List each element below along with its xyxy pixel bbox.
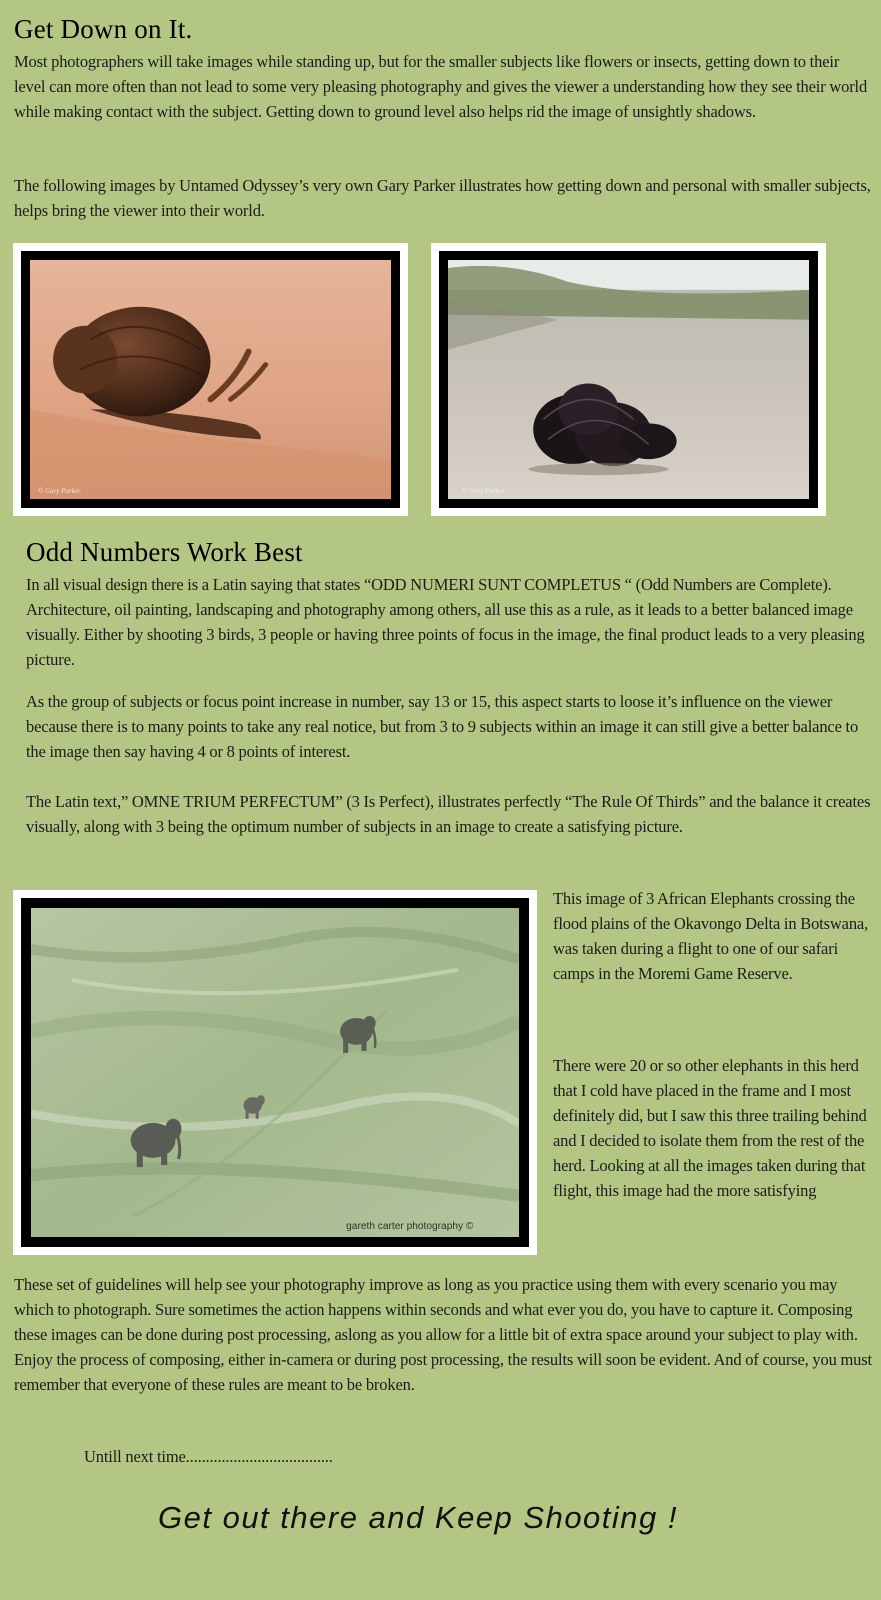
- odd-numbers-paragraph-3: The Latin text,” OMNE TRIUM PERFECTUM” (3 Is Perfect), illustrates perfectly “The Rule Of Thirds” and the balance it creates visually, along with 3 being the optimum number of subjects in an image to create a satisfying picture.: [26, 792, 871, 836]
- odd-numbers-paragraph-2: As the group of subjects or focus point increase in number, say 13 or 15, this aspect starts to loose it’s influence on the viewer because there is to many points to take any real notice, but from 3 to 9 subjects within an image it can still give a better balance to the image then say having 4 or 8 points of interest.: [26, 692, 859, 761]
- elephants-caption-1: This image of 3 African Elephants crossing the flood plains of the Okavongo Delta in Botswana, was taken during a flight to one of our safari camps in the Moremi Game Reserve.: [553, 889, 869, 983]
- odd-numbers-paragraph-1: In all visual design there is a Latin saying that states “ODD NUMERI SUNT COMPLETUS “ (Odd Numbers are Complete). Architecture, oil painting, landscaping and photography among others, all use this as a rule, as it leads to a better balanced image visually. Either by shooting 3 birds, 3 people or having three points of focus in the image, the final product leads to a very pleasing picture.: [26, 575, 865, 669]
- snail-image: [30, 260, 391, 499]
- elephants-caption-2: There were 20 or so other elephants in this herd that I cold have placed in the frame and I most definitely did, but I saw this three trailing behind and I decided to isolate them from the rest of the herd. Looking at all the images taken during that flight, this image had the more satisfying: [553, 1056, 867, 1200]
- untill-next-time: Untill next time.....................................: [84, 1447, 333, 1466]
- closing-paragraph: These set of guidelines will help see your photography improve as long as you practice using them with every scenario you may which to photograph. Sure sometimes the action happens within seconds and what ever you do, you have to capture it. Composing these images can be done during post processing, aslong as you allow for a little bit of extra space around your subject to play with. Enjoy the process of composing, either in-camera or during post processing, the results will soon be evident. And of course, you must remember that everyone of these rules are meant to be broken.: [14, 1275, 872, 1394]
- elephants-photo: [13, 890, 537, 1255]
- millipede-image: [448, 260, 809, 499]
- heading-get-down: Get Down on It.: [14, 14, 193, 44]
- millipede-photo: [431, 243, 826, 516]
- get-down-paragraph-2: The following images by Untamed Odyssey’s very own Gary Parker illustrates how getting down and personal with smaller subjects, helps bring the viewer into their world.: [14, 176, 871, 220]
- snail-watermark: © Gary Parker: [38, 487, 81, 496]
- elephants-watermark: gareth carter photography ©: [346, 1220, 474, 1232]
- signoff-tagline: Get out there and Keep Shooting !: [158, 1500, 679, 1535]
- heading-odd-numbers: Odd Numbers Work Best: [26, 537, 303, 567]
- get-down-paragraph-1: Most photographers will take images while standing up, but for the smaller subjects like flowers or insects, getting down to their level can more often than not lead to some very pleasing photography and gives the viewer a understanding how they see their world while making contact with the subject. Getting down to ground level also helps rid the image of unsightly shadows.: [14, 52, 868, 121]
- snail-photo: [13, 243, 408, 516]
- millipede-watermark: © Gary Parker: [462, 487, 505, 496]
- elephants-image: [31, 908, 519, 1237]
